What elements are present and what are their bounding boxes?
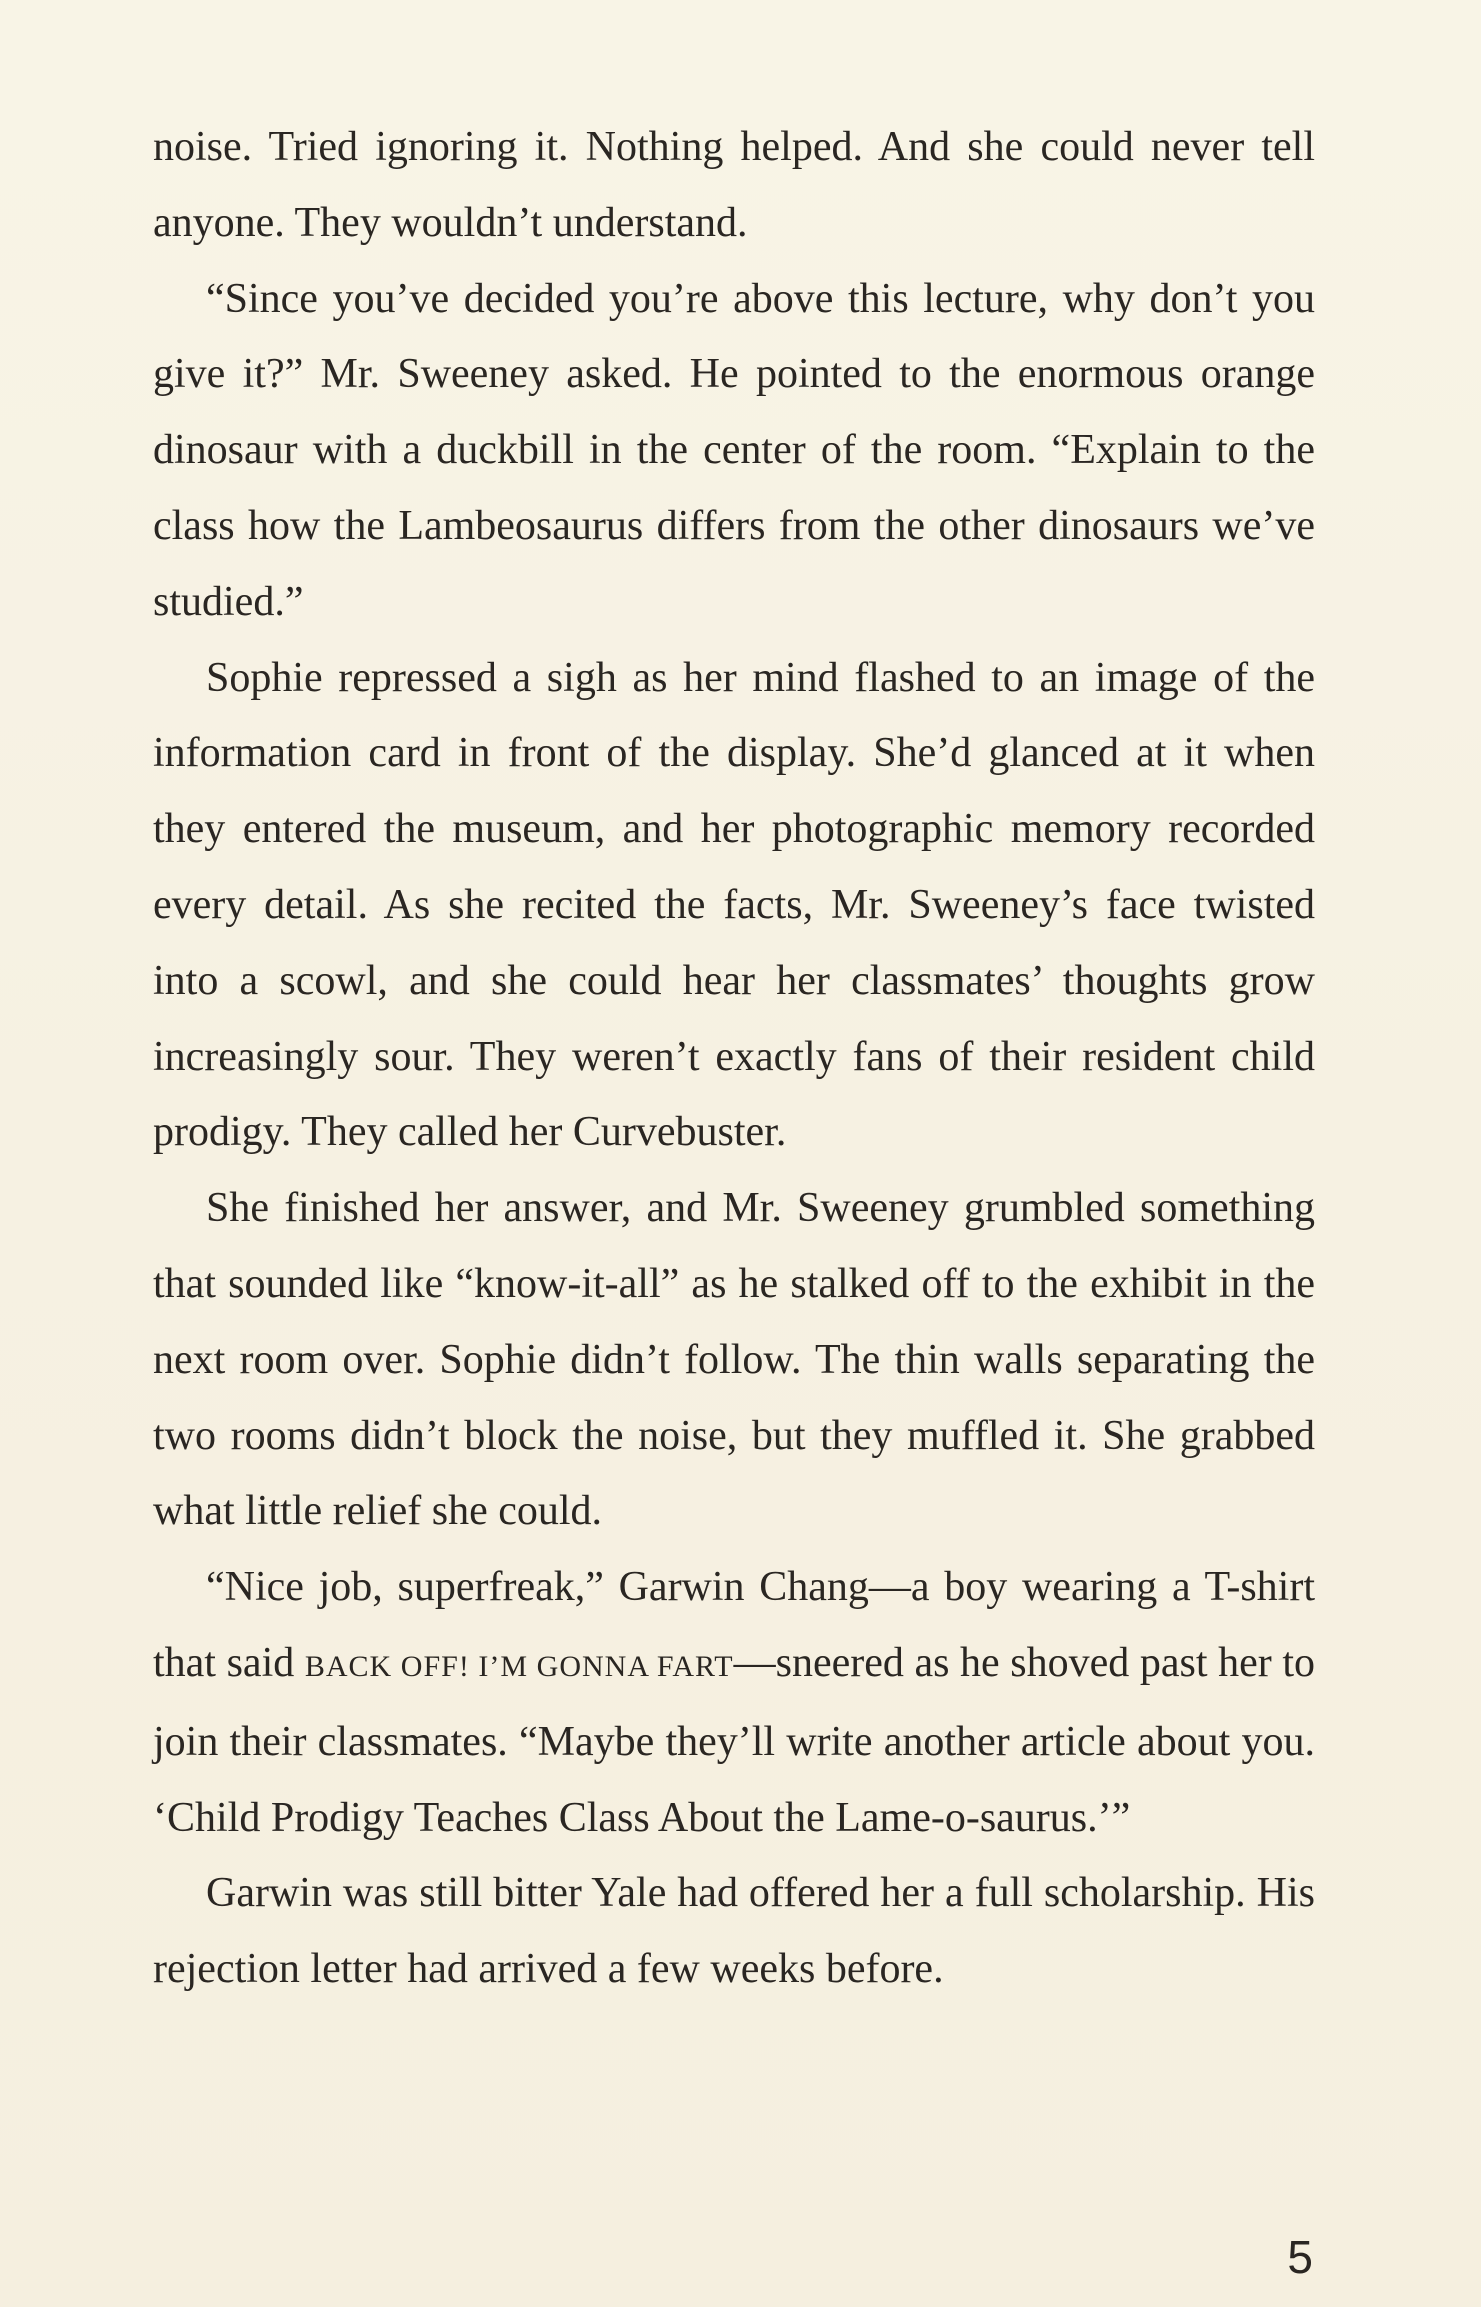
paragraph-5-before: “Nice job, superfreak,” Garwin Chang—a boy wearing a T-shirt that said [153,1564,1315,1686]
paragraph-4: She finished her answer, and Mr. Sweeney grumbled something that sounded like “know-it-all” as he stalked off to the exhibit in the next room over. Sophie didn’t follow. The thin walls separating the two rooms didn’t block the noise, but they muffled it. She grabbed what little relief she could. [153,1185,1315,1535]
paragraph-1: noise. Tried ignoring it. Nothing helped. And she could never tell anyone. They wouldn’t understand. [153,124,1315,246]
paragraph-3: Sophie repressed a sigh as her mind flashed to an image of the information card in front of the display. She’d glanced at it when they entered the museum, and her photographic memory recorded every detail. As she recited the facts, Mr. Sweeney’s face twisted into a scowl, and she could hear her classmates’ thoughts grow increasingly sour. They weren’t exactly fans of their resident child prodigy. They called her Curvebuster. [153,654,1315,1156]
paragraph-5-after: —sneered as he shoved past her to join their classmates. “Maybe they’ll write another article about you. ‘Child Prodigy Teaches Class About the Lame-o-saurus.’” [153,1639,1316,1841]
body-text [153,110,1315,2008]
paragraph-6: Garwin was still bitter Yale had offered her a full scholarship. His rejection letter had arrived a few weeks before. [153,1870,1315,1993]
paragraph-2: “Since you’ve decided you’re above this lecture, why don’t you give it?” Mr. Sweeney asked. He pointed to the enormous orange dinosaur with a duckbill in the center of the room. “Explain to the class how the Lambeosaurus differs from the other dinosaurs we’ve studied.” [153,275,1315,625]
page-number: 5 [1287,2231,1313,2283]
paragraph-5 [153,1550,1315,1856]
shirt-slogan: BACK OFF! I’M GONNA FART [304,1649,734,1683]
